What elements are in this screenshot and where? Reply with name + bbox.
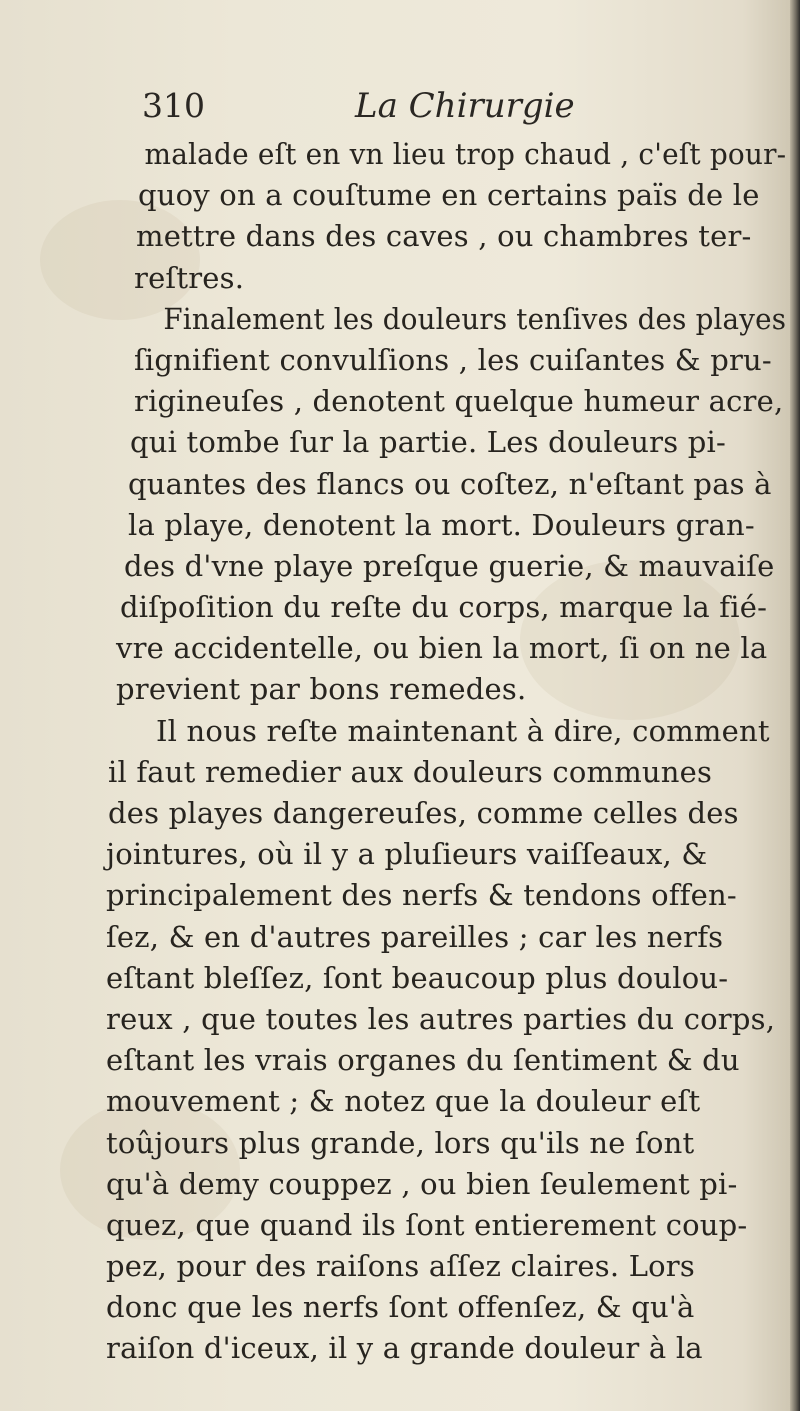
text-line: jointures, où il y a pluſieurs vaiſſeaux, & [106, 837, 708, 872]
text-line: Il nous reſte maintenant à dire, comment [156, 713, 770, 748]
text-line: Finalement les douleurs tenſives des playes [163, 301, 787, 336]
text-line: la playe, denotent la mort. Douleurs gran- [128, 507, 755, 542]
text-line: pez, pour des raiſons aſſez claires. Lors [106, 1249, 695, 1284]
text-line: raiſon d'iceux, il y a grande douleur à la [106, 1331, 703, 1366]
text-line: rigineuſes , denotent quelque humeur acre, [134, 384, 784, 419]
page-edge-shadow [790, 0, 800, 1411]
text-line: il faut remedier aux douleurs communes [108, 754, 713, 789]
page-header [140, 86, 780, 136]
text-line: vre accidentelle, ou bien la mort, ſi on ne la [116, 631, 768, 666]
text-line: mettre dans des caves , ou chambres ter- [136, 219, 752, 254]
running-title: La Chirurgie [355, 86, 575, 126]
text-line: qui tombe ſur la partie. Les douleurs pi- [130, 425, 726, 460]
text-line: quoy on a couſtume en certains païs de le [138, 178, 760, 213]
text-line: principalement des nerfs & tendons offen- [106, 878, 737, 913]
text-line: malade eſt en vn lieu trop chaud , c'eſt pour- [144, 137, 787, 171]
text-line: quez, que quand ils ſont entierement coup- [106, 1207, 748, 1242]
text-line: toûjours plus grande, lors qu'ils ne ſont [106, 1125, 695, 1160]
text-line: qu'à demy couppez , ou bien ſeulement pi- [106, 1166, 738, 1201]
text-line: des d'vne playe preſque guerie, & mauvaiſe [124, 548, 775, 583]
text-line: ſez, & en d'autres pareilles ; car les nerfs [106, 919, 724, 954]
text-line: quantes des flancs ou coſtez, n'eſtant pas à [128, 466, 772, 501]
page-number: 310 [142, 86, 205, 125]
text-line: eſtant bleſſez, ſont beaucoup plus doulou- [106, 960, 729, 995]
text-line: des playes dangereuſes, comme celles des [108, 796, 739, 830]
text-line: reſtres. [134, 260, 245, 295]
text-line: mouvement ; & notez que la douleur eſt [106, 1084, 701, 1119]
text-line: diſpoſition du reſte du corps, marque la fié- [120, 590, 768, 625]
text-line: donc que les nerfs ſont offenſez, & qu'à [106, 1290, 695, 1325]
text-line: reux , que toutes les autres parties du corps, [106, 1001, 776, 1036]
text-line: ſignifient convulſions , les cuiſantes & pru- [134, 342, 772, 377]
text-line: previent par bons remedes. [116, 672, 527, 707]
text-line: eſtant les vrais organes du ſentiment & du [106, 1043, 740, 1078]
body-text [106, 134, 787, 1370]
